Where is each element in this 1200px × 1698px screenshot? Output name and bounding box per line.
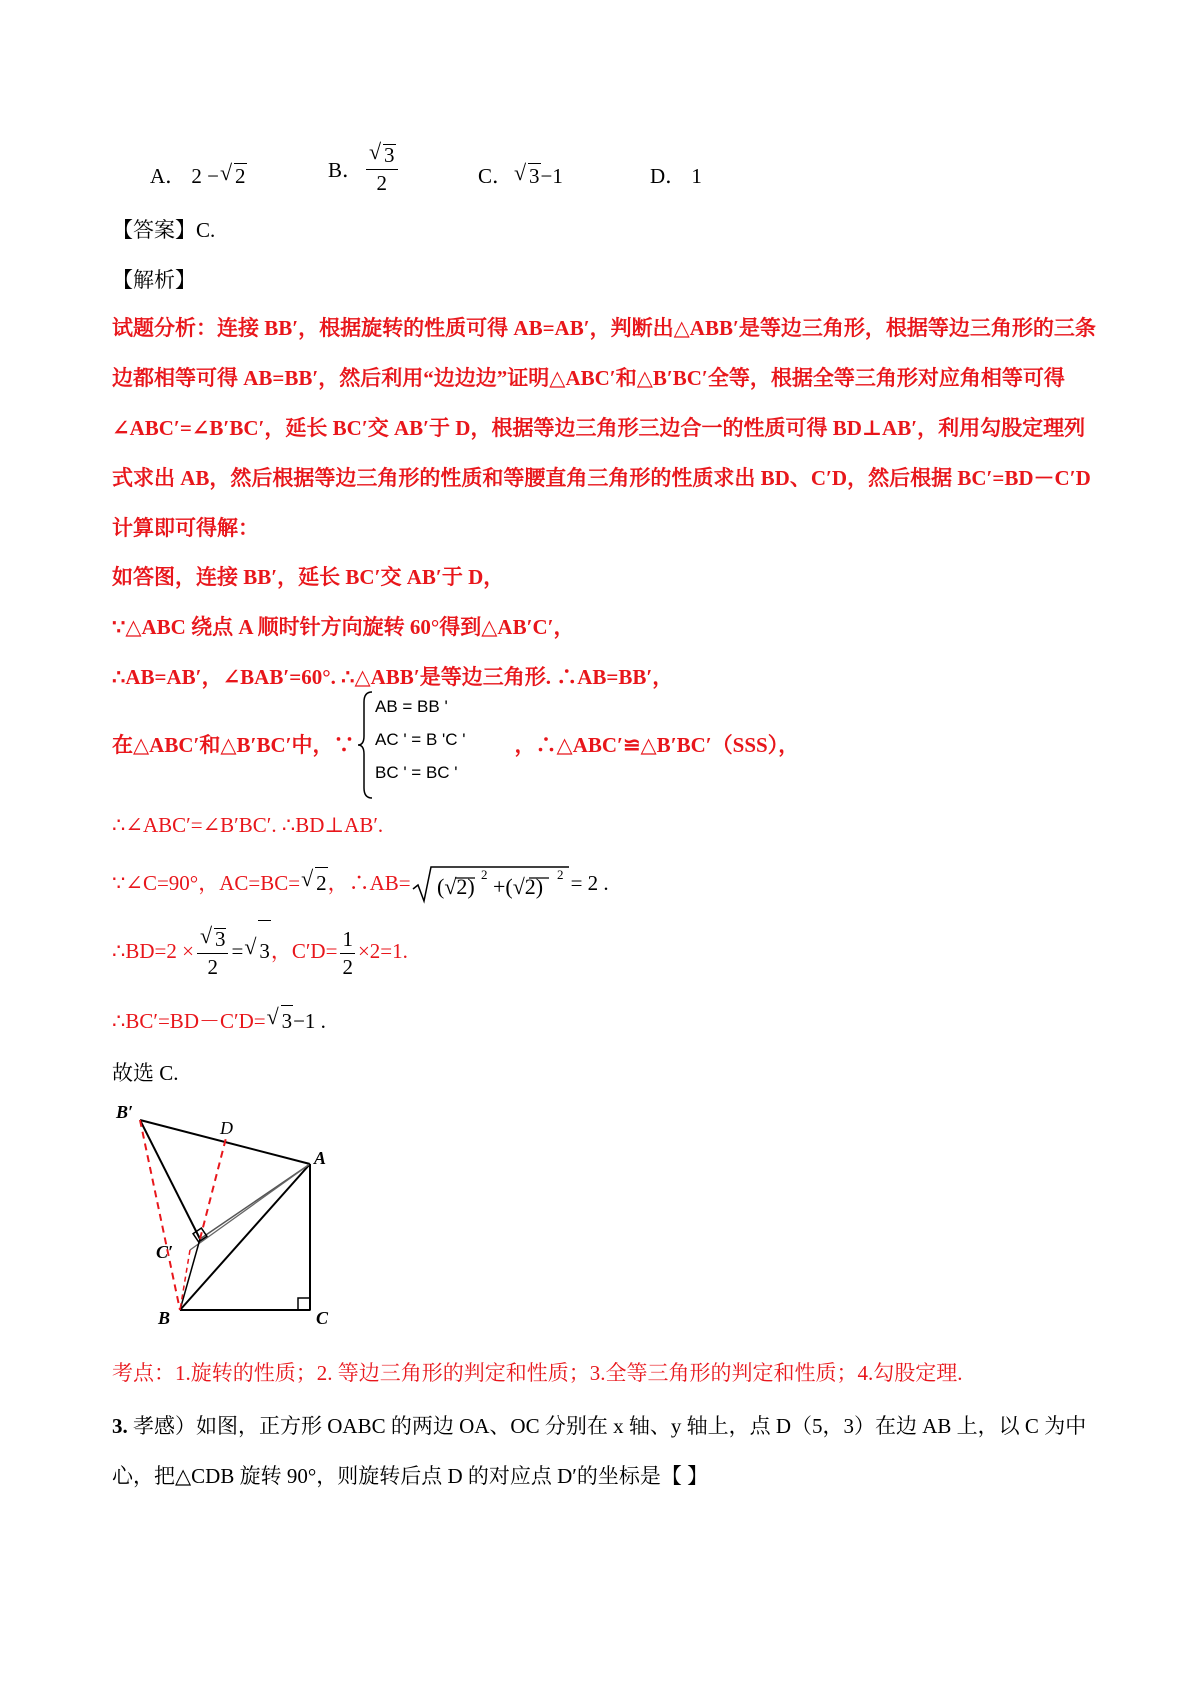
analysis-line-8: ∴AB=AB′，∠BAB′=60°. ∴△ABB′是等边三角形. ∴AB=BB′， <box>112 665 674 689</box>
analysis-line-3: ∠ABC′=∠B′BC′，延长 BC′交 AB′于 D，根据等边三角形三边合一的性质可得 BD⊥AB′，利用勾股定理列 <box>112 416 1086 440</box>
line13-post: −1 . <box>293 1009 326 1033</box>
analysis-line-4: 式求出 AB，然后根据等边三角形的性质和等腰直角三角形的性质求出 BD、C′D，然后根据 BC′=BD－C′D <box>112 466 1091 490</box>
label-d: D <box>220 1118 233 1138</box>
system-eq-2: AC ' = B 'C ' <box>375 730 466 749</box>
question-3-text-1: 孝感）如图，正方形 OABC 的两边 OA、OC 分别在 x 轴、y 轴上，点 D（5，3）在边 AB 上，以 C 为中 <box>127 1414 1087 1438</box>
option-a-pre: 2 − <box>191 164 220 188</box>
answer: 【答案】C. <box>112 218 216 242</box>
option-b <box>328 144 401 194</box>
line9-pre: 在△ABC′和△B′BC′中，∵ <box>112 733 355 757</box>
sqrt-symbol <box>221 163 247 189</box>
svg-text:2: 2 <box>480 867 488 882</box>
option-c <box>478 160 563 190</box>
conclusion: 故选 C. <box>112 1061 179 1085</box>
option-d <box>650 160 702 190</box>
analysis-line-10: ∴∠ABC′=∠B′BC′. ∴BD⊥AB′. <box>112 813 384 837</box>
option-b-numerator: 3 <box>384 143 395 167</box>
line9-post: ，∴△ABC′≌△B′BC′（SSS）， <box>514 733 800 757</box>
sqrt-symbol <box>370 144 396 166</box>
congruence-system <box>375 690 466 789</box>
option-b-fraction <box>366 144 398 194</box>
system-eq-3: BC ' = BC ' <box>375 763 458 782</box>
label-a: A <box>314 1148 327 1168</box>
analysis-line-12 <box>112 920 408 981</box>
sqrt-symbol <box>302 867 328 898</box>
ab-expression <box>411 865 571 905</box>
svg-text:2: 2 <box>556 867 564 882</box>
option-a <box>150 160 247 190</box>
sqrt-symbol <box>245 920 271 981</box>
analysis-line-5: 计算即可得解： <box>112 516 259 540</box>
system-eq-1: AB = BB ' <box>375 697 448 716</box>
line12-frac2-num: 1 <box>340 929 355 954</box>
line11-post: = 2 . <box>570 870 609 895</box>
analysis-line-6: 如答图，连接 BB′，延长 BC′交 AB′于 D， <box>112 565 505 589</box>
line12-fraction <box>197 928 229 978</box>
label-c-prime: C′ <box>156 1242 174 1262</box>
line11-mid: ，∴AB= <box>327 870 411 895</box>
option-d-label: D． <box>650 164 687 188</box>
line12-post: ×2=1. <box>357 939 408 963</box>
option-c-radicand: 3 <box>529 164 540 188</box>
sqrt-symbol <box>268 1005 294 1036</box>
line13-pre: ∴BC′=BD－C′D= <box>112 1009 266 1033</box>
option-a-radicand: 2 <box>235 164 246 188</box>
option-c-post: −1 <box>540 164 563 188</box>
line12-pre: ∴BD=2 × <box>112 939 194 963</box>
line13-radicand: 3 <box>281 1005 294 1036</box>
analysis-line-1: 试题分析：连接 BB′，根据旋转的性质可得 AB=AB′，判断出△ABB′是等边三角形，根据等边三角形的三条 <box>112 316 1096 340</box>
kaodian: 考点：1.旋转的性质；2. 等边三角形的判定和性质；3.全等三角形的判定和性质；4.勾股定理. <box>112 1361 963 1385</box>
option-c-label: C． <box>478 164 514 188</box>
line12-frac2-den: 2 <box>342 954 353 979</box>
option-b-label: B． <box>328 158 364 182</box>
question-3-number: 3. <box>112 1414 128 1438</box>
svg-text:(√2): (√2) <box>436 874 475 899</box>
analysis-heading: 【解析】 <box>112 268 196 292</box>
question-3-line-2: 心，把△CDB 旋转 90°，则旋转后点 D 的对应点 D′的坐标是【 】 <box>112 1464 709 1488</box>
option-d-value: 1 <box>691 164 702 188</box>
line11-radicand: 2 <box>315 867 328 898</box>
analysis-line-11 <box>112 865 609 905</box>
sqrt-symbol <box>515 163 541 189</box>
label-b: B <box>158 1308 171 1328</box>
line12-fraction-2 <box>340 926 355 979</box>
analysis-line-7: ∵△ABC 绕点 A 顺时针方向旋转 60°得到△AB′C′， <box>112 615 575 639</box>
line12-frac-num: 3 <box>214 927 226 952</box>
line11-pre: ∵∠C=90°，AC=BC= <box>112 870 301 895</box>
option-a-label: A． <box>150 164 187 188</box>
label-b-prime: B′ <box>116 1102 134 1122</box>
label-c: C <box>316 1308 329 1328</box>
geometry-figure <box>108 1098 358 1338</box>
left-brace <box>358 690 374 800</box>
analysis-line-2: 边都相等可得 AB=BB′，然后利用“边边边”证明△ABC′和△B′BC′全等，根据全等三角形对应角相等可得 <box>112 366 1065 390</box>
line12-mid2: ，C′D= <box>270 939 338 963</box>
line12-radicand: 3 <box>258 920 271 981</box>
sqrt-symbol <box>201 928 227 950</box>
analysis-line-13 <box>112 1005 326 1036</box>
line12-mid: = <box>231 939 244 963</box>
question-3-line-1 <box>112 1411 1086 1441</box>
svg-text:+(√2): +(√2) <box>492 874 543 899</box>
line12-frac-den: 2 <box>207 955 218 980</box>
option-b-denominator: 2 <box>376 171 388 195</box>
